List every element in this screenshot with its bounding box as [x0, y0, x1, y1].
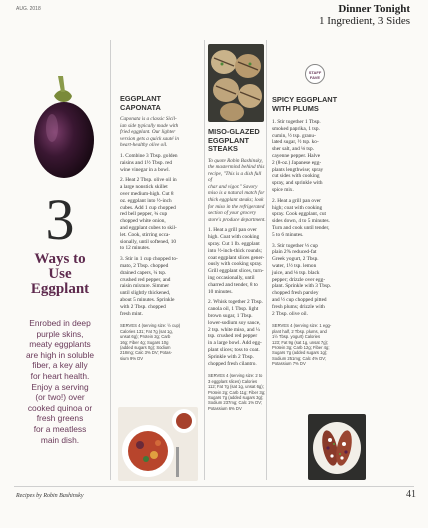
nutrition-info: SERVES 4 (serving size: 2 to 3 eggplant slices) Calories 112; Fat 7g (sat 1g, unsat 6g); Protein 2g; Carb 11g; Fiber 3g; Sugars 7g (added sugars 3g); Sodium 237mg; Calc 1% DV; Potassium 6% DV [208, 373, 266, 411]
recipe-lead: To quote Robin Bashinsky, the mastermind behind this recipe, "This is a dish full of char and vigor." Savory miso is a natural match for thick eggplant steaks; look for miso in the refrigerated section of your grocery store's produce department. [208, 157, 266, 223]
page-title [210, 3, 410, 27]
feature-headline: Ways to Use Eggplant [30, 251, 90, 297]
miso-steaks-photo [208, 44, 264, 122]
recipe-lead: Caponata is a classic Sicil- ian side typically made with fried eggplant. Our lighter version gets a quick sauté in heart-healthy olive oil. [120, 116, 179, 149]
section-subtitle: 1 Ingredient, 3 Sides [318, 15, 410, 27]
eggplant-photo [28, 70, 98, 180]
column-divider-1 [110, 40, 111, 480]
spicy-eggplant-photo [308, 414, 366, 480]
staff-fave-badge: STAFF FAVE [305, 64, 325, 84]
column-divider-3 [266, 40, 267, 480]
nutrition-info: SERVES 4 (serving size: ½ cup) Calories 131; Fat 7g (sat 1g, unsat 6g); Protein 2g; Carb 16g; Fiber 4g; Sugars 10g (added sugars 0g); Sodium 218mg; Calc 3% DV; Potas- sium 9% DV [120, 323, 181, 361]
recipe-title: MISO-GLAZED EGGPLANT STEAKS [208, 127, 260, 153]
recipe-steps: 1. Combine 3 Tbsp. golden raisins and 1½ Tbsp. red wine vinegar in a bowl. 2. Heat 2 Tbsp. olive oil in a large nonstick skillet over medium-high. Cut 8 oz. eggplant into ½-inch cubes. Add 1 cup chopped red bell pepper, ¾ cup chopped white onion, and eggplant cubes to skil- let. Cook, stirring occa- sionally, until softened, 10 to 12 minutes. 3. Stir in 1 cup chopped to- mato, 2 Tbsp. chopped drained capers, ¼ tsp. crushed red pepper, and raisin mixture. Simmer until slightly thickened, about 5 minutes. Sprinkle with 2 Tbsp. chopped fresh mint. [120, 152, 178, 317]
recipe-caponata [120, 95, 212, 361]
footer-rule [14, 486, 414, 487]
page-number: 41 [406, 489, 416, 500]
recipe-spicy-eggplant [272, 96, 368, 367]
recipe-title: SPICY EGGPLANT WITH PLUMS [272, 95, 338, 113]
issue-date: AUG. 2018 [16, 6, 41, 12]
feature-intro: Enrobed in deep purple skins, meaty eggplants are high in soluble fiber, a key ally for heart health. Enjoy a serving (or two!) over cooked quinoa or fresh greens for a meatless main dish. [26, 318, 94, 445]
section-title: Dinner Tonight [338, 3, 410, 15]
recipe-count: 3 [45, 187, 75, 252]
nutrition-info: SERVES 4 (serving size: 1 egg- plant half, 2 Tbsp. plums, and 1½ Tbsp. yogurt) Calories 123; Fat 9g (sat 1g, unsat 7g); Protein 3g; Carb 12g; Fiber 4g; Sugars 7g (added sugars 1g); Sodium 251mg; Calc 4% DV; Potassium 7% DV [272, 323, 332, 367]
recipe-steps: 1. Heat a grill pan over high. Coat with cooking spray. Cut 1 lb. eggplant into ½-inch-thick rounds; coat eggplant slices gener- ously with cooking spray. Grill eggplant slices, turn- ing occasionally, until charred and tender, 8 to 10 minutes. 2. Whisk together 2 Tbsp. canola oil, 1 Tbsp. light brown sugar, 1 Tbsp. lower-sodium soy sauce, 2 tsp. white miso, and ¼ tsp. crushed red pepper in a large bowl. Add egg- plant slices; toss to coat. Sprinkle with 2 Tbsp. chopped fresh cilantro. [208, 227, 265, 367]
caponata-photo [118, 407, 198, 481]
recipe-steps: 1. Stir together 1 Tbsp. smoked paprika, 1 tsp. cumin, ½ tsp. granu- lated sugar, ½ tsp. ko- sher salt, and ⅛ tsp. cayenne pepper. Halve 2 (8-oz.) Japanese egg- plants lengthwise; spray cut sides with cooking spray, and sprinkle with spice mix. 2. Heat a grill pan over high; coat with cooking spray. Cook eggplant, cut sides down, 4 to 5 minutes. Turn and cook until tender, 5 to 6 minutes. 3. Stir together ⅓ cup plain 2% reduced-fat Greek yogurt, 2 Tbsp. water, 1½ tsp. lemon juice, and ⅛ tsp. black pepper; drizzle over egg- plant. Sprinkle with 3 Tbsp. chopped fresh parsley and ½ cup chopped pitted fresh plums; drizzle with 2 Tbsp. olive oil. [272, 119, 332, 317]
recipe-title: EGGPLANT CAPONATA [120, 94, 162, 112]
recipe-credit: Recipes by Robin Bashinsky [16, 493, 84, 499]
recipe-miso-steaks [208, 128, 266, 411]
